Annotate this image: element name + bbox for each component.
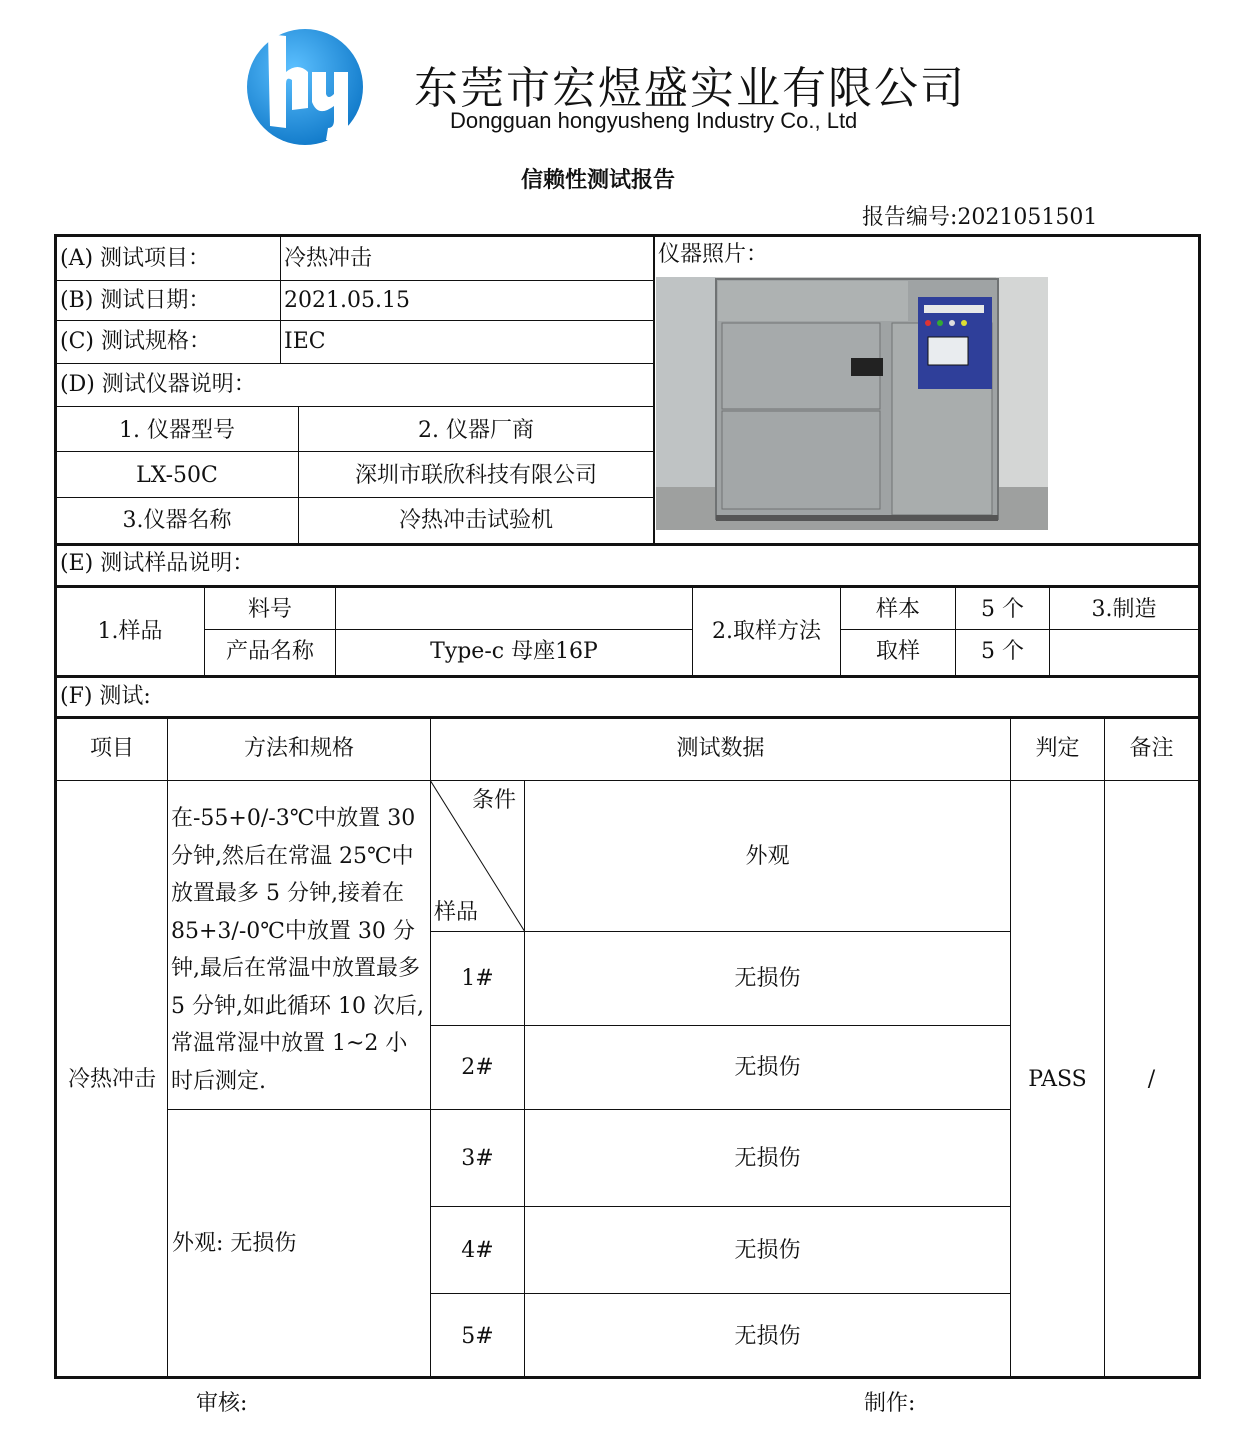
report-number: 报告编号:2021051501 xyxy=(862,205,1098,230)
sample-result-5: 无损伤 xyxy=(734,1324,801,1349)
label-product-name: 产品名称 xyxy=(225,639,314,664)
sample-result-3: 无损伤 xyxy=(734,1146,801,1171)
diag-label-condition: 条件 xyxy=(472,788,517,813)
sample-result-1: 无损伤 xyxy=(734,966,801,991)
test-item-name: 冷热冲击 xyxy=(67,1067,156,1092)
label-take-sample: 取样 xyxy=(875,639,920,664)
company-name-en: Dongguan hongyusheng Industry Co., Ltd xyxy=(450,108,858,133)
instrument-photo xyxy=(656,277,1048,530)
value-instrument-maker: 深圳市联欣科技有限公司 xyxy=(354,463,597,488)
col-header-method: 方法和规格 xyxy=(243,736,354,761)
label-instrument-photo: 仪器照片： xyxy=(658,242,769,267)
label-manufacture: 3.制造 xyxy=(1091,597,1157,622)
value-instrument-model: LX-50C xyxy=(136,463,218,488)
col-header-remark: 备注 xyxy=(1129,736,1174,761)
label-part-no: 料号 xyxy=(247,597,292,622)
company-name-cn: 东莞市宏煜盛实业有限公司 xyxy=(414,63,966,114)
value-instrument-name: 冷热冲击试验机 xyxy=(398,508,553,533)
label-sample: 1.样品 xyxy=(97,619,163,644)
value-take-sample: 5 个 xyxy=(981,639,1024,664)
value-test-spec: IEC xyxy=(284,329,326,354)
header-instrument-model: 1. 仪器型号 xyxy=(119,418,235,443)
label-test-spec: (C) 测试规格： xyxy=(60,329,211,354)
value-test-date: 2021.05.15 xyxy=(284,288,410,313)
label-test-item: (A) 测试项目： xyxy=(60,246,211,271)
reviewer-label: 审核: xyxy=(196,1391,248,1416)
header-instrument-maker: 2. 仪器厂商 xyxy=(418,418,534,443)
sample-result-4: 无损伤 xyxy=(734,1238,801,1263)
label-sample-desc: (E) 测试样品说明： xyxy=(60,551,255,576)
diag-label-sample: 样品 xyxy=(434,900,479,925)
test-method-spec: 在-55+0/-3℃中放置 30 分钟,然后在常温 25℃中放置最多 5 分钟,接着在 85+3/-0℃中放置 30 分钟,最后在常温中放置最多 5 分钟,如此循环 10 次后,常温常湿中放置 1~2 小时后测定. xyxy=(171,806,424,1094)
sample-id-1: 1# xyxy=(461,966,494,991)
remark-value: / xyxy=(1147,1067,1156,1092)
value-test-item: 冷热冲击 xyxy=(284,246,373,271)
label-instrument-desc: (D) 测试仪器说明： xyxy=(60,372,256,397)
judgement-result: PASS xyxy=(1028,1067,1087,1092)
value-product-name: Type-c 母座16P xyxy=(430,639,598,664)
col-header-data: 测试数据 xyxy=(676,736,765,761)
acceptance-criteria: 外观: 无损伤 xyxy=(172,1231,297,1256)
header-instrument-name: 3.仪器名称 xyxy=(122,508,232,533)
sample-id-5: 5# xyxy=(461,1324,494,1349)
maker-label: 制作: xyxy=(864,1391,916,1416)
sample-result-2: 无损伤 xyxy=(734,1055,801,1080)
col-header-judgement: 判定 xyxy=(1035,736,1080,761)
sample-id-3: 3# xyxy=(461,1146,494,1171)
value-sample-size: 5 个 xyxy=(981,597,1024,622)
label-test-section: (F) 测试: xyxy=(60,684,151,709)
company-logo xyxy=(246,28,364,146)
sample-id-2: 2# xyxy=(461,1055,494,1080)
label-sample-size: 样本 xyxy=(875,597,920,622)
condition-header-appearance: 外观 xyxy=(745,844,790,869)
sample-id-4: 4# xyxy=(461,1238,494,1263)
col-header-item: 项目 xyxy=(89,736,134,761)
report-title: 信赖性测试报告 xyxy=(521,168,676,193)
label-test-date: (B) 测试日期： xyxy=(60,288,211,313)
label-sampling-method: 2.取样方法 xyxy=(712,619,821,644)
